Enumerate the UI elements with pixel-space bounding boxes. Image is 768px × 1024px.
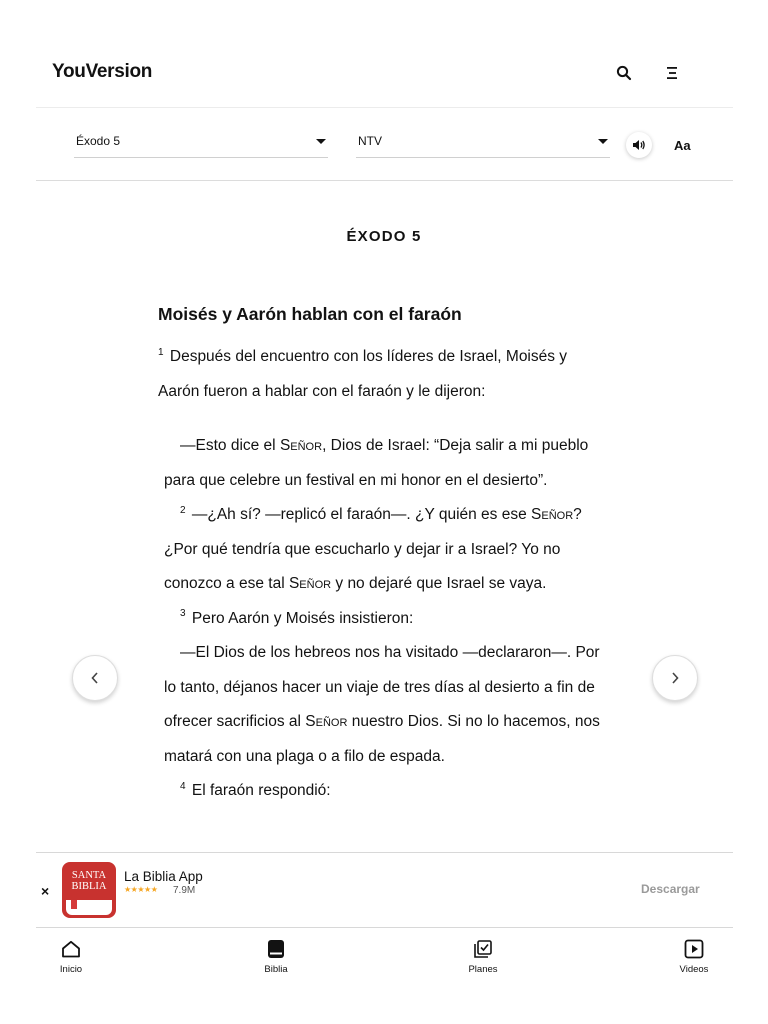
verse-text: Después del encuentro con los líderes de Israel, Moisés y Aarón fueron a hablar con el faraón y le dijeron: [158,348,568,400]
chevron-right-icon [670,671,680,685]
top-header [36,48,733,108]
audio-button[interactable] [626,132,652,158]
nav-label: Biblia [264,964,288,975]
santa-biblia-app-icon [62,862,116,918]
verse-number: 1 [158,346,164,358]
video-icon [684,939,704,959]
quote-paragraph [158,429,610,498]
chapter-title: ÉXODO 5 [346,228,422,245]
reader-content [158,300,610,809]
bible-icon [267,939,285,959]
font-settings-button[interactable]: Aa [674,138,691,153]
selector-bar [36,109,733,181]
search-button[interactable] [612,61,636,85]
home-icon [61,940,81,958]
app-icon-text: SANTA [71,870,107,881]
nav-item-planes[interactable] [448,938,518,975]
youversion-logo[interactable]: YouVersion [52,61,153,82]
rating-stars: ★★★★★ [124,885,158,894]
nav-item-biblia[interactable] [241,938,311,975]
verse-text: ? ¿Por qué tendría que escucharlo y dejar ir a Israel? Yo no conozco a ese tal [164,506,582,592]
verse-text: —El Dios de los hebreos nos ha visitado —declararon—. Por lo tanto, déjanos hacer un viaje de tres días al desierto a fin de ofrecer sacrificios al [164,644,600,730]
verse-2 [158,498,610,602]
verse-text: y no dejaré que Israel se vaya. [331,575,547,592]
verse-number: 2 [180,504,186,516]
chevron-left-icon [90,671,100,685]
nav-item-videos[interactable] [659,938,729,975]
close-banner-button[interactable]: × [41,883,50,899]
book-chapter-value: Éxodo 5 [76,134,121,148]
plans-icon [473,939,493,959]
lord-small-caps: Señor [305,713,348,730]
verse-text: Pero Aarón y Moisés insistieron: [191,609,414,627]
menu-icon [666,66,678,80]
previous-chapter-button[interactable] [72,655,118,701]
verse-text: —Esto dice el [180,437,280,454]
verse-3 [158,602,610,637]
verse-text: , Dios de Israel: “Deja salir a mi pueblo para que celebre un festival en mi honor en el desierto”. [164,437,589,489]
lord-small-caps: Señor [279,437,323,454]
menu-button[interactable] [660,61,684,85]
app-name: La Biblia App [124,869,203,884]
verse-text: nuestro Dios. Si no lo hacemos, nos matará con una plaga o a filo de espada. [164,713,600,765]
nav-label: Inicio [59,964,83,975]
lord-small-caps: Señor [531,506,574,523]
verse-1 [158,340,610,409]
search-icon [616,65,632,81]
speaker-icon [632,139,646,151]
bookmark-ribbon [71,900,77,909]
caret-down-icon [598,139,608,144]
verse-number: 4 [180,780,186,792]
app-icon-text: BIBLIA [71,881,107,892]
rating-count: 7.9M [173,885,196,896]
next-chapter-button[interactable] [652,655,698,701]
bottom-navigation [0,930,768,990]
version-value: NTV [358,134,382,148]
verse-text: —¿Ah sí? —replicó el faraón—. ¿Y quién es ese [191,506,532,523]
verse-number: 3 [180,608,186,620]
version-select[interactable] [356,131,610,158]
verse-text: El faraón respondió: [191,782,331,799]
nav-label: Videos [679,964,709,975]
quote-paragraph [158,636,610,774]
app-install-banner [36,852,733,928]
book-chapter-select[interactable] [74,131,328,158]
section-heading: Moisés y Aarón hablan con el faraón [158,304,462,324]
nav-label: Planes [468,964,498,975]
nav-item-inicio[interactable] [36,938,106,975]
download-button[interactable]: Descargar [641,882,700,896]
lord-small-caps: Señor [288,575,332,592]
verse-4 [158,774,610,809]
caret-down-icon [316,139,326,144]
